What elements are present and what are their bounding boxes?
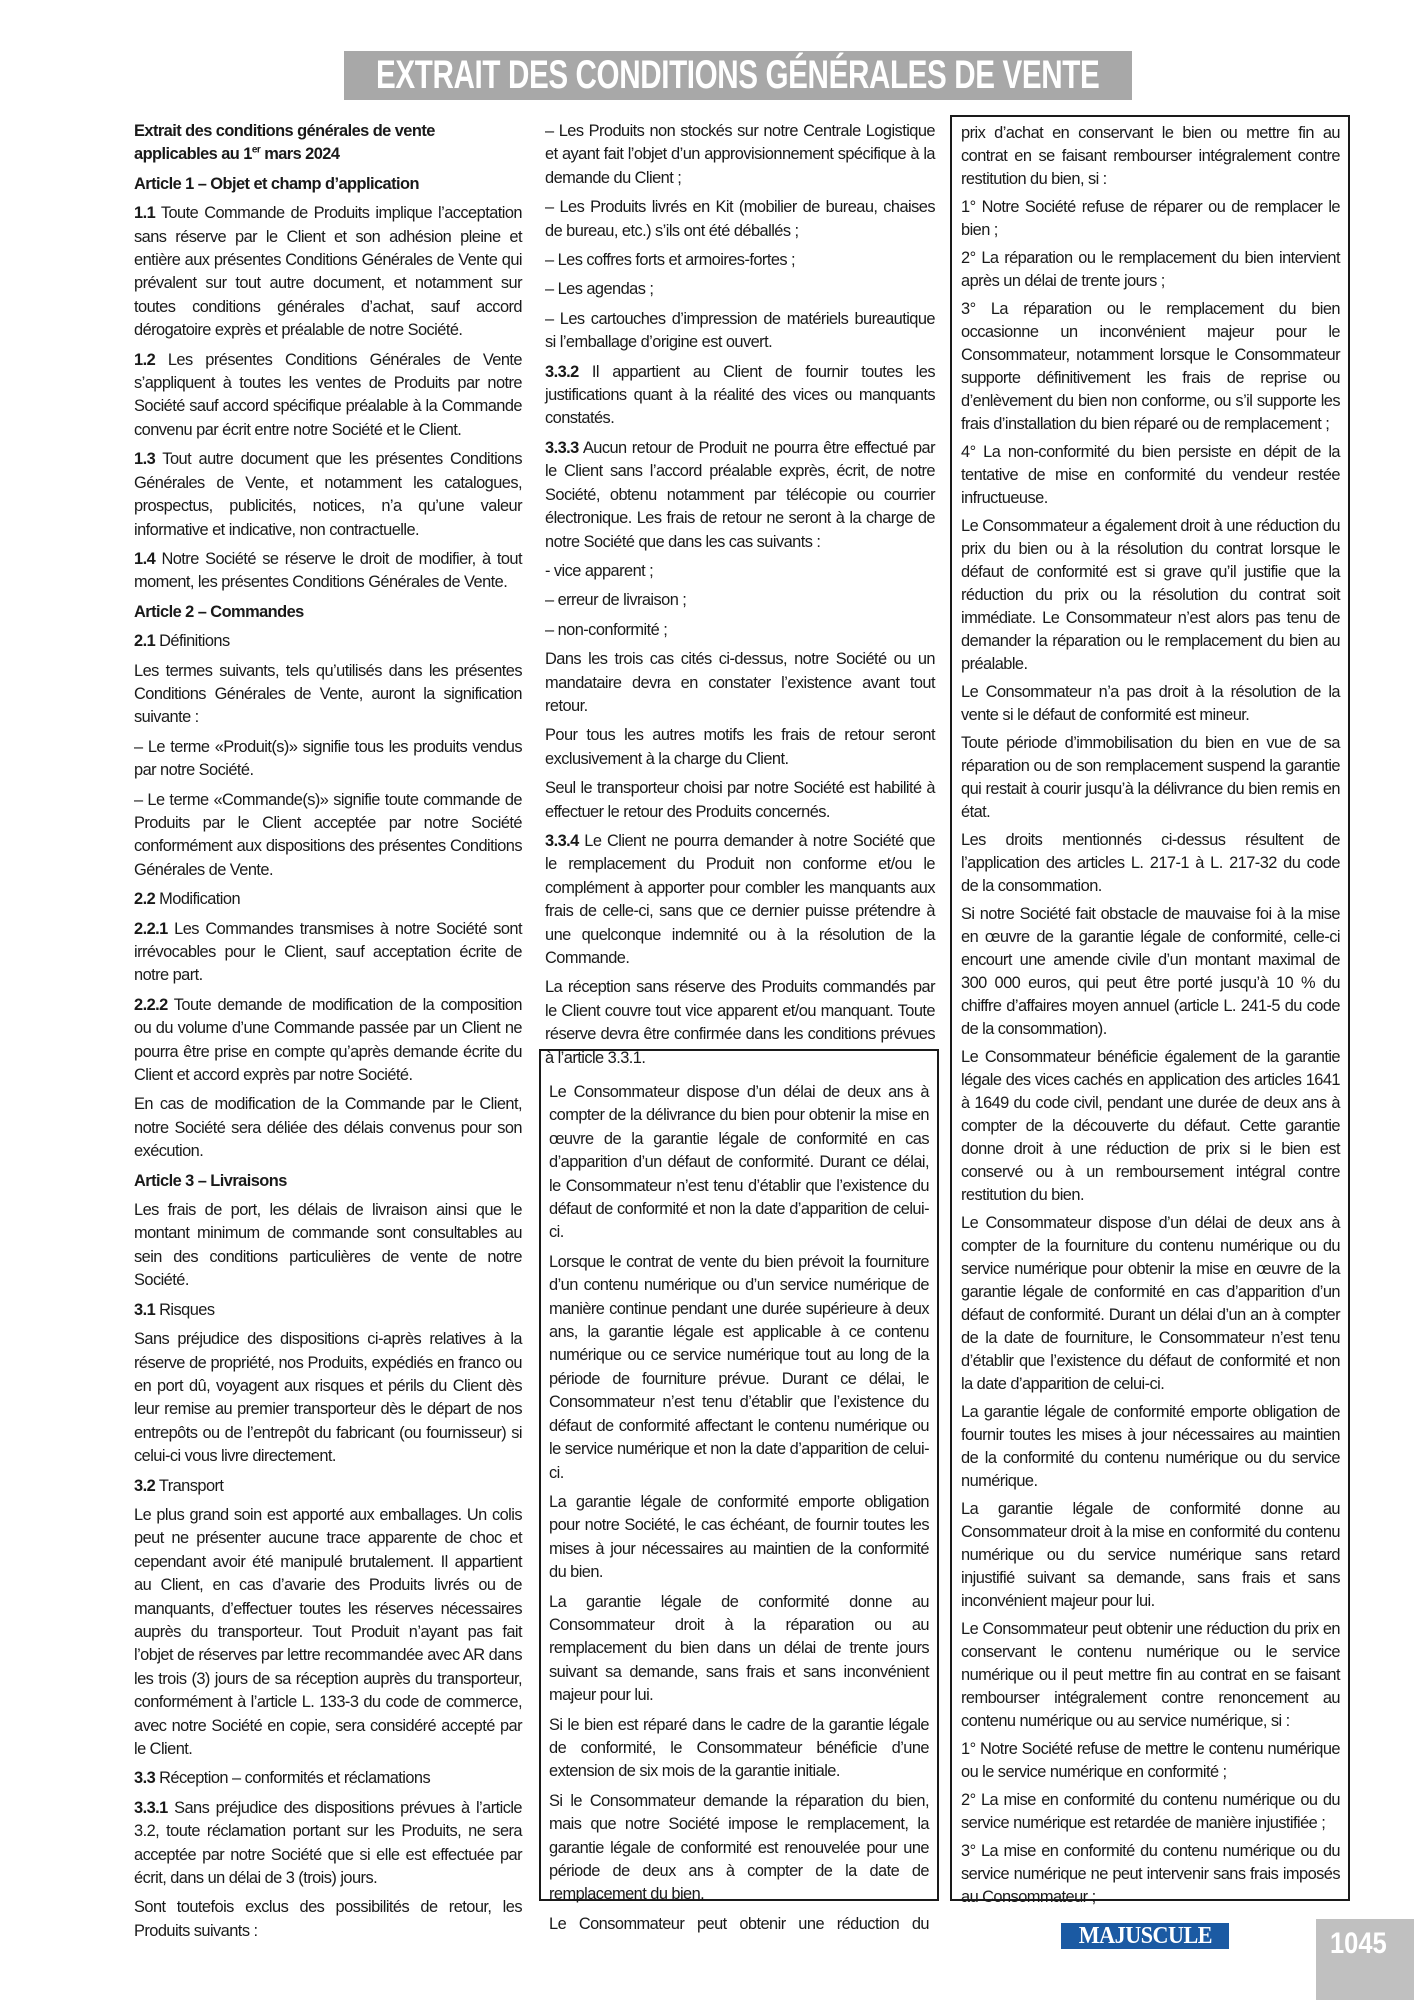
- paragraph: [961, 1738, 1340, 1784]
- paragraph: [545, 619, 935, 642]
- paragraph: [134, 202, 522, 342]
- majuscule-logo: [1061, 1923, 1229, 1949]
- paragraph-text: Le Consommateur dispose d’un délai de deux ans à compter de la fourniture du contenu numérique ou du service numérique pour obtenir la mise en œuvre de la garantie légale de conformité en cas d’apparition d’un défaut de conformité. Durant un délai d’un an à compter de la date de fourniture, le Consommateur n’est tenu d’établir que l’existence du défaut de conformité et non la date d’apparition de celui-ci.: [961, 1214, 1340, 1393]
- clause-number: 2.2.2: [134, 995, 168, 1014]
- paragraph: [134, 1504, 522, 1761]
- paragraph-text: 1° Notre Société refuse de mettre le contenu numérique ou le service numérique en conformité ;: [961, 1740, 1340, 1781]
- paragraph-text: Les Commandes transmises à notre Société sont irrévocables pour le Client, sauf acceptation écrite de notre part.: [134, 919, 522, 985]
- clause-number: 3.2: [134, 1476, 156, 1495]
- paragraph-text: La garantie légale de conformité emporte obligation de fournir toutes les mises à jour nécessaires au maintien de la conformité du contenu numérique ou du service numérique.: [961, 1403, 1340, 1490]
- paragraph-text: – Le terme «Produit(s)» signifie tous les produits vendus par notre Société.: [134, 737, 522, 780]
- paragraph-text: 1° Notre Société refuse de réparer ou de remplacer le bien ;: [961, 198, 1340, 239]
- paragraph-text: – Les Produits non stockés sur notre Centrale Logistique et ayant fait l’objet d’un approvisionnement spécifique à la demande du Client ;: [545, 122, 935, 187]
- paragraph-text: Il appartient au Client de fournir toutes les justifications quant à la réalité des vices ou manquants constatés.: [545, 362, 935, 428]
- paragraph-text: Aucun retour de Produit ne pourra être effectué par le Client sans l’accord préalable exprès, écrit, de notre Société, obtenu notamment par télécopie ou courrier électronique. Les frais de retour ne seront à la charge de notre Société que dans les cas suivants :: [545, 438, 935, 551]
- paragraph: [545, 437, 935, 554]
- paragraph-text: 2° La mise en conformité du contenu numérique ou du service numérique est retardée de manière injustifiée ;: [961, 1791, 1340, 1832]
- paragraph-text: Modification: [155, 890, 241, 909]
- column-2: [545, 120, 935, 1076]
- paragraph: [545, 308, 935, 355]
- paragraph-text: Tout autre document que les présentes Conditions Générales de Vente, et notamment les catalogues, prospectus, publicités, notices, n’a qu’une valeur informative et indicative, non contractuelle.: [134, 450, 522, 539]
- paragraph-text: Réception – conformités et réclamations: [155, 1769, 431, 1788]
- clause-number: 2.2.1: [134, 919, 168, 938]
- page-title-banner: [344, 51, 1132, 100]
- clause-number: 1.3: [134, 450, 156, 469]
- paragraph-text: Le Consommateur n’a pas droit à la résolution de la vente si le défaut de conformité est mineur.: [961, 683, 1340, 724]
- paragraph-text: Le plus grand soin est apporté aux emballages. Un colis peut ne présenter aucune trace apparente de choc et cependant avoir été manipulé brutalement. Il appartient au Client, en cas d’avarie des Produits livrés ou de manquants, d’effectuer toutes les réserves nécessaires auprès du transporteur. Tout Produit n’ayant pas fait l’objet de réserves par lettre recommandée avec AR dans les trois (3) jours de sa réception auprès du transporteur, conformément à l’article L. 133-3 du code de commerce, avec notre Société en copie, sera considéré accepté par le Client.: [134, 1505, 522, 1758]
- paragraph: [134, 1328, 522, 1468]
- paragraph: [134, 349, 522, 443]
- paragraph-text: Toute Commande de Produits implique l’acceptation sans réserve par le Client et son adhésion pleine et entière aux présentes Conditions Générales de Vente qui prévalent sur tout autre document, et notamment sur toutes conditions générales d’achat, sauf accord dérogatoire exprès et préalable de notre Société.: [134, 204, 522, 340]
- paragraph: [134, 789, 522, 883]
- paragraph-text: La garantie légale de conformité donne au Consommateur droit à la mise en conformité du contenu numérique ou du service numérique sans retard injustifié suivant sa demande, sans frais et sans inconvénient majeur pour lui.: [961, 1500, 1340, 1610]
- paragraph: [961, 1401, 1340, 1493]
- article-heading: Article 3 – Livraisons: [134, 1171, 287, 1190]
- paragraph: [549, 1591, 929, 1708]
- clause-number: 3.3.2: [545, 362, 579, 381]
- clause-number: 3.1: [134, 1300, 156, 1319]
- paragraph-text: 2° La réparation ou le remplacement du bien intervient après un délai de trente jours ;: [961, 249, 1340, 290]
- clause-number: 3.3.4: [545, 831, 579, 850]
- paragraph: [545, 196, 935, 243]
- paragraph-text: – Les agendas ;: [545, 280, 654, 299]
- paragraph-text: Toute période d’immobilisation du bien en vue de sa réparation ou de son remplacement suspend la garantie qui restait à courir jusqu’à la délivrance du bien remis en état.: [961, 734, 1340, 821]
- heading-date: mars 2024: [260, 145, 340, 164]
- heading-text: Extrait des conditions générales de vente applicables au 1: [134, 122, 435, 164]
- paragraph: [134, 448, 522, 542]
- paragraph-text: Dans les trois cas cités ci-dessus, notre Société ou un mandataire devra en constater l’existence avant tout retour.: [545, 650, 935, 715]
- paragraph-text: prix d’achat en conservant le bien ou mettre fin au contrat en se faisant rembourser intégralement contre restitution du bien, si :: [961, 124, 1340, 188]
- paragraph: [549, 1491, 929, 1585]
- box-content: [961, 122, 1340, 1909]
- paragraph: [134, 1199, 522, 1293]
- paragraph: [549, 1790, 929, 1907]
- paragraph: [134, 918, 522, 988]
- paragraph-text: Sans préjudice des dispositions ci-après relatives à la réserve de propriété, nos Produits, expédiés en franco ou en port dû, voyagent aux risques et périls du Client dès leur remise au premier transporteur dès le départ de nos entrepôts ou de l’entrepôt du fabricant (ou fournisseur) si celui-ci vous livre directement.: [134, 1330, 522, 1466]
- paragraph-text: Sans préjudice des dispositions prévues à l’article 3.2, toute réclamation portant sur les Produits, ne sera acceptée par notre Société que si elle est effectuée par écrit, dans un délai de 3 (trois) jours.: [134, 1798, 522, 1888]
- paragraph: [134, 994, 522, 1088]
- paragraph: [134, 548, 522, 595]
- paragraph-text: La garantie légale de conformité emporte obligation pour notre Société, le cas échéant, de fournir toutes les mises à jour nécessaires au maintien de la conformité du bien.: [549, 1492, 929, 1582]
- paragraph: [549, 1714, 929, 1784]
- clause-number: 1.1: [134, 204, 156, 223]
- article-heading: Article 2 – Commandes: [134, 602, 304, 621]
- page-number-tab: [1316, 1919, 1414, 2000]
- paragraph: [134, 660, 522, 730]
- paragraph-text: Seul le transporteur choisi par notre Société est habilité à effectuer le retour des Produits concernés.: [545, 779, 935, 821]
- paragraph-text: Transport: [155, 1476, 224, 1495]
- paragraph-text: Le Consommateur a également droit à une réduction du prix du bien ou à la résolution du contrat lorsque le défaut de conformité est si grave qu’il justifie que la réduction du prix ou la résolution du contrat soit immédiate. Le Consommateur n’est alors pas tenu de demander la réparation ou le remplacement du bien au préalable.: [961, 517, 1340, 673]
- paragraph-text: Le Client ne pourra demander à notre Société que le remplacement du Produit non conforme et/ou le complément à apporter pour combler les manquants aux frais de celle-ci, sans que ce dernier puisse prétendre à une quelconque indemnité ou à la résolution de la Commande.: [545, 831, 935, 967]
- paragraph: [549, 1081, 929, 1245]
- paragraph: [545, 278, 935, 301]
- paragraph: [134, 1896, 522, 1943]
- paragraph-text: Les droits mentionnés ci-dessus résultent de l’application des articles L. 217-1 à L. 217-32 du code de la consommation.: [961, 831, 1340, 895]
- paragraph-text: – Les coffres forts et armoires-fortes ;: [545, 251, 796, 270]
- paragraph: [961, 122, 1340, 191]
- paragraph: [134, 1093, 522, 1163]
- paragraph: [961, 1618, 1340, 1733]
- paragraph-text: 3° La réparation ou le remplacement du bien occasionne un inconvénient majeur pour le Consommateur, notamment lorsque le Consommateur supporte définitivement les frais de reprise ou d’enlèvement du bien non conforme, ou s’il supporte les frais d’installation du bien réparé ou de remplacement ;: [961, 300, 1340, 433]
- paragraph-text: Risques: [155, 1300, 215, 1319]
- paragraph: [545, 830, 935, 970]
- paragraph-text: – non-conformité ;: [545, 620, 668, 639]
- clause-number: 2.2: [134, 890, 156, 909]
- paragraph: [961, 903, 1340, 1041]
- paragraph: [961, 681, 1340, 727]
- clause-number: 3.3.1: [134, 1798, 168, 1817]
- paragraph: [549, 1251, 929, 1485]
- paragraph: [961, 298, 1340, 436]
- paragraph: [961, 515, 1340, 676]
- paragraph-text: Si notre Société fait obstacle de mauvaise foi à la mise en œuvre de la garantie légale de conformité, celle-ci encourt une amende civile d’un montant maximal de 300 000 euros, qui peut être porté jusqu’à 10 % du chiffre d’affaires moyen annuel (article L. 241-5 du code de la consommation).: [961, 905, 1340, 1038]
- paragraph: [545, 120, 935, 190]
- paragraph: [134, 1797, 522, 1891]
- paragraph: [961, 247, 1340, 293]
- paragraph: [961, 1212, 1340, 1396]
- paragraph-text: Les présentes Conditions Générales de Vente s’appliquent à toutes les ventes de Produits par notre Société sauf accord spécifique préalable à la Commande convenu par écrit entre notre Société et le Client.: [134, 350, 522, 439]
- paragraph: [961, 1840, 1340, 1909]
- paragraph-text: Les termes suivants, tels qu’utilisés dans les présentes Conditions Générales de Vente, auront la signification suivante :: [134, 661, 522, 727]
- paragraph: [545, 589, 935, 612]
- clause-number: 1.4: [134, 549, 156, 568]
- column-1: [134, 120, 522, 1949]
- paragraph-text: La garantie légale de conformité donne au Consommateur droit à la réparation ou au remplacement du bien dans un délai de trente jours suivant sa demande, sans frais et sans inconvénient majeur pour lui.: [549, 1592, 929, 1705]
- paragraph-text: Si le Consommateur demande la réparation du bien, mais que notre Société impose le remplacement, la garantie légale de conformité est renouvelée pour une période de deux ans à compter de la date de remplacement du bien.: [549, 1791, 929, 1904]
- paragraph: [545, 560, 935, 583]
- paragraph: [961, 1046, 1340, 1207]
- paragraph: [545, 361, 935, 431]
- paragraph-text: Définitions: [155, 632, 230, 651]
- paragraph-text: Pour tous les autres motifs les frais de retour seront exclusivement à la charge du Client.: [545, 726, 935, 768]
- paragraph-text: Notre Société se réserve le droit de modifier, à tout moment, les présentes Conditions Générales de Vente.: [134, 549, 522, 592]
- paragraph-text: Sont toutefois exclus des possibilités de retour, les Produits suivants :: [134, 1898, 522, 1940]
- heading-superscript: er: [251, 144, 261, 156]
- paragraph-text: – Le terme «Commande(s)» signifie toute commande de Produits par le Client acceptée par notre Société conformément aux dispositions des présentes Conditions Générales de Vente.: [134, 790, 522, 879]
- paragraph-text: – erreur de livraison ;: [545, 591, 687, 610]
- paragraph-text: Si le bien est réparé dans le cadre de la garantie légale de conformité, le Consommateur bénéficie d’une extension de six mois de la garantie initiale.: [549, 1715, 929, 1781]
- paragraph: [961, 1789, 1340, 1835]
- paragraph-text: Lorsque le contrat de vente du bien prévoit la fourniture d’un contenu numérique ou d’un service numérique de manière continue pendant une durée supérieure à deux ans, la garantie légale est applicable à ce contenu numérique ou ce service numérique tout au long de la période de fourniture prévue. Durant ce délai, le Consommateur n’est tenu d’établir que l’existence du défaut de conformité affectant le contenu numérique ou le service numérique et non la date d’apparition de celui-ci.: [549, 1252, 929, 1482]
- logo-text: MAJUSCULE: [1078, 1922, 1212, 1949]
- article-heading: Article 1 – Objet et champ d’application: [134, 174, 419, 193]
- paragraph-text: Toute demande de modification de la composition ou du volume d’une Commande passée par un Client ne pourra être prise en compte qu’après demande écrite du Client et accord exprès par notre Société.: [134, 995, 522, 1085]
- paragraph: [961, 196, 1340, 242]
- paragraph-text: Le Consommateur bénéficie également de la garantie légale des vices cachés en application des articles 1641 à 1649 du code civil, pendant une durée de deux ans à compter de la découverte du défaut. Cette garantie donne droit à une réduction de prix si le bien est conservé ou à un remboursement intégral contre restitution du bien.: [961, 1048, 1340, 1204]
- paragraph: [549, 1913, 929, 1936]
- paragraph: [961, 829, 1340, 898]
- clause-number: 1.2: [134, 350, 156, 369]
- consumer-warranty-box-left: [539, 1049, 939, 1933]
- paragraph-text: Le Consommateur dispose d’un délai de deux ans à compter de la délivrance du bien pour obtenir la mise en œuvre de la garantie légale de conformité en cas d’apparition d’un défaut de conformité. Durant ce délai, le Consommateur n’est tenu d’établir que l’existence du défaut de conformité et non la date d’apparition de celui-ci.: [549, 1083, 929, 1242]
- paragraph: [134, 630, 522, 653]
- paragraph-text: La réception sans réserve des Produits commandés par le Client couvre tout vice apparent et/ou manquant. Toute réserve devra être confirmée dans les conditions prévues à l’article 3.3.1.: [545, 978, 935, 1067]
- box-content: [549, 1081, 929, 1936]
- paragraph-text: Le Consommateur peut obtenir une réduction du: [549, 1914, 929, 1933]
- paragraph-text: – Les cartouches d’impression de matériels bureautique si l’emballage d’origine est ouvert.: [545, 309, 935, 352]
- clause-number: 3.3.3: [545, 438, 579, 457]
- paragraph: [961, 441, 1340, 510]
- paragraph: [134, 1475, 522, 1498]
- paragraph: [134, 1299, 522, 1322]
- paragraph: [961, 1498, 1340, 1613]
- paragraph: [545, 648, 935, 718]
- paragraph-text: – Les Produits livrés en Kit (mobilier de bureau, chaises de bureau, etc.) s’ils ont été déballés ;: [545, 198, 935, 240]
- paragraph-text: Le Consommateur peut obtenir une réduction du prix en conservant le contenu numérique ou le service numérique ou il peut mettre fin au contrat en se faisant rembourser intégralement contre renoncement au contenu numérique ou au service numérique, si :: [961, 1620, 1340, 1730]
- paragraph: [961, 732, 1340, 824]
- paragraph-text: 3° La mise en conformité du contenu numérique ou du service numérique ne peut intervenir sans frais imposés au Consommateur ;: [961, 1842, 1340, 1906]
- paragraph: [134, 1767, 522, 1790]
- document-heading: [134, 120, 522, 167]
- paragraph: [134, 736, 522, 783]
- paragraph-text: - vice apparent ;: [545, 561, 654, 580]
- paragraph: [545, 777, 935, 824]
- page-number: 1045: [1330, 1927, 1387, 1960]
- paragraph: [134, 888, 522, 911]
- paragraph-text: En cas de modification de la Commande par le Client, notre Société sera déliée des délais convenus pour son exécution.: [134, 1095, 522, 1161]
- clause-number: 3.3: [134, 1769, 156, 1788]
- paragraph-text: Les frais de port, les délais de livraison ainsi que le montant minimum de commande sont consultables au sein des conditions particulières de vente de notre Société.: [134, 1201, 522, 1290]
- paragraph-text: 4° La non-conformité du bien persiste en dépit de la tentative de mise en conformité du vendeur restée infructueuse.: [961, 443, 1340, 507]
- consumer-warranty-box-right: [950, 115, 1350, 1906]
- clause-number: 2.1: [134, 632, 156, 651]
- paragraph: [545, 724, 935, 771]
- page-title: EXTRAIT DES CONDITIONS GÉNÉRALES DE VENTE: [376, 53, 1100, 97]
- paragraph: [545, 249, 935, 272]
